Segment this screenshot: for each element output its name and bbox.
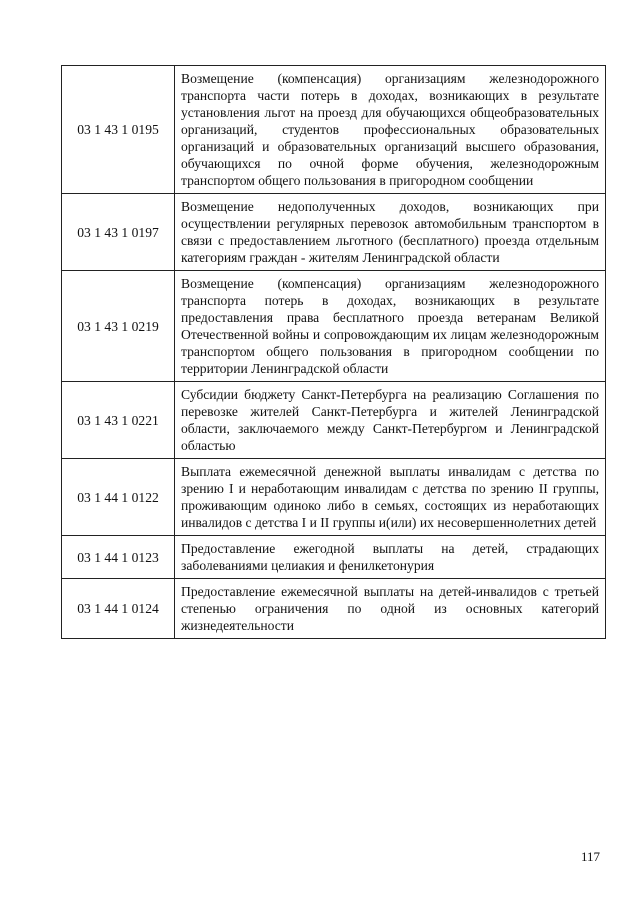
table-row	[62, 579, 606, 639]
table-row	[62, 382, 606, 459]
row-description: Возмещение недополученных доходов, возникающих при осуществлении регулярных перевозок автомобильным транспортом в связи с предоставлением льготного (бесплатного) проезда отдельным категориям граждан - жителям Ленинградской области	[175, 194, 606, 271]
row-code: 03 1 43 1 0195	[62, 66, 175, 194]
row-description: Возмещение (компенсация) организациям железнодорожного транспорта части потерь в доходах, возникающих в результате установления льгот на проезд для обучающихся общеобразовательных организаций, студентов профессиональных образовательных организаций и образовательных организаций высшего образования, обучающихся по очной форме обучения, железнодорожным транспортом общего пользования в пригородном сообщении	[175, 66, 606, 194]
row-code: 03 1 44 1 0123	[62, 536, 175, 579]
row-code: 03 1 43 1 0221	[62, 382, 175, 459]
row-code: 03 1 43 1 0197	[62, 194, 175, 271]
budget-classification-table	[61, 65, 606, 639]
row-code: 03 1 44 1 0124	[62, 579, 175, 639]
table-row	[62, 194, 606, 271]
row-description: Субсидии бюджету Санкт-Петербурга на реализацию Соглашения по перевозке жителей Санкт-Петербурга и жителей Ленинградской области, заключаемого между Санкт-Петербургом и Ленинградской областью	[175, 382, 606, 459]
row-code: 03 1 43 1 0219	[62, 271, 175, 382]
row-code: 03 1 44 1 0122	[62, 459, 175, 536]
page-number: 117	[580, 849, 600, 864]
table-row	[62, 66, 606, 194]
row-description: Выплата ежемесячной денежной выплаты инвалидам с детства по зрению I и неработающим инвалидам с детства по зрению II группы, проживающим одиноко либо в семьях, состоящих из неработающих инвалидов с детства I и II группы и(или) их несовершеннолетних детей	[175, 459, 606, 536]
row-description: Предоставление ежегодной выплаты на детей, страдающих заболеваниями целиакия и фенилкетонурия	[175, 536, 606, 579]
table-row	[62, 459, 606, 536]
row-description: Предоставление ежемесячной выплаты на детей-инвалидов с третьей степенью ограничения по одной из основных категорий жизнедеятельности	[175, 579, 606, 639]
table-row	[62, 536, 606, 579]
table-row	[62, 271, 606, 382]
row-description: Возмещение (компенсация) организациям железнодорожного транспорта потерь в доходах, возникающих в результате предоставления права бесплатного проезда ветеранам Великой Отечественной войны и сопровождающим их лицам железнодорожным транспортом общего пользования в пригородном сообщении по территории Ленинградской области	[175, 271, 606, 382]
